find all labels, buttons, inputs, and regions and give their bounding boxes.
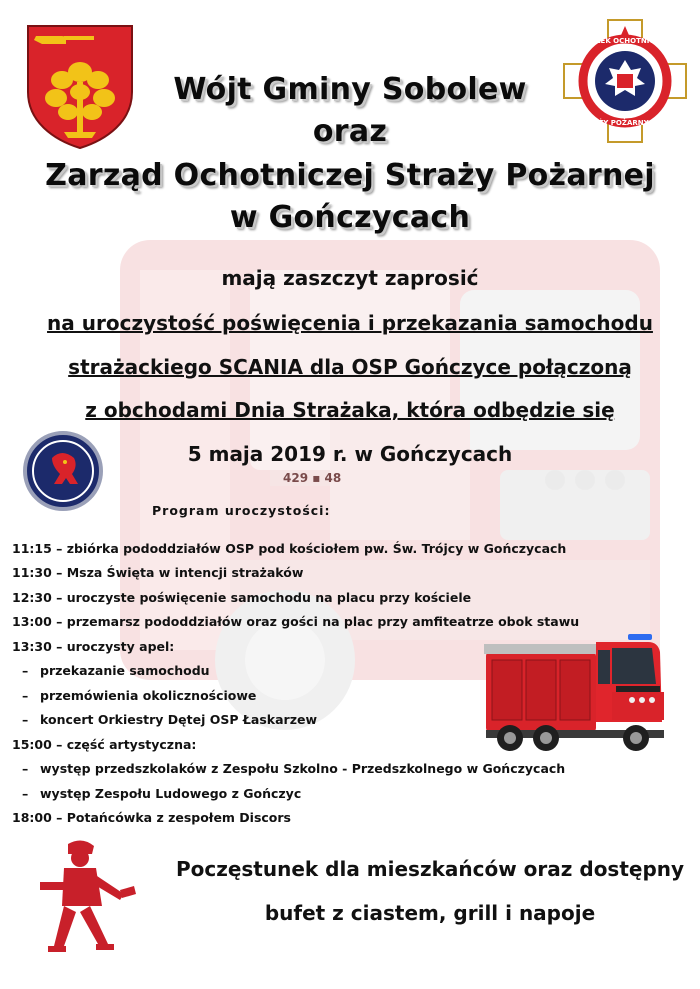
- footer-line-2: bufet z ciastem, grill i napoje: [264, 901, 596, 925]
- schedule-item: 11:15 – zbiórka pododdziałów OSP pod kościołem pw. Św. Trójcy w Gończycach: [12, 541, 567, 556]
- schedule-item: 11:30 – Msza Święta w intencji strażaków: [12, 565, 304, 580]
- schedule-item: 18:00 – Potańcówka z zespołem Discors: [12, 810, 291, 825]
- invitation-line-2: na uroczystość poświęcenia i przekazania samochodu: [47, 311, 653, 335]
- schedule-subitem: – przekazanie samochodu: [22, 663, 210, 678]
- schedule-subitem: – występ Zespołu Ludowego z Gończyc: [22, 786, 302, 801]
- schedule-subitem: – koncert Orkiestry Dętej OSP Łaskarzew: [22, 712, 317, 727]
- schedule-subitem: – przemówienia okolicznościowe: [22, 688, 257, 703]
- emblem-union-text-top: ZWIĄZEK OCHOTNICZYCH: [574, 37, 676, 45]
- invitation-line-3: strażackiego SCANIA dla OSP Gończyce połączoną: [68, 355, 632, 379]
- truck-plate: 429 ▪ 48: [283, 471, 342, 485]
- invitation-line-4: z obchodami Dnia Strażaka, która odbędzie się: [85, 398, 615, 422]
- schedule-item: 15:00 – część artystyczna:: [12, 737, 197, 752]
- program-title: Program uroczystości:: [152, 503, 331, 518]
- header-line-2: oraz: [312, 114, 388, 149]
- fire-truck-photo: [482, 630, 668, 758]
- firefighter-silhouette-icon: [34, 838, 140, 958]
- emblem-union-text-bottom: STRAŻY POŻARNYCH RP: [577, 119, 673, 127]
- header-line-3: Zarząd Ochotniczej Straży Pożarnej: [45, 158, 655, 193]
- header-line-1: Wójt Gminy Sobolew: [173, 72, 527, 107]
- event-date: 5 maja 2019 r. w Gończycach: [187, 442, 513, 466]
- header-line-4: w Gończycach: [229, 200, 471, 235]
- invitation-line-1: mają zaszczyt zaprosić: [221, 266, 479, 290]
- schedule-item: 13:30 – uroczysty apel:: [12, 639, 175, 654]
- footer-line-1: Poczęstunek dla mieszkańców oraz dostępny: [175, 857, 685, 881]
- schedule-subitem: – występ przedszkolaków z Zespołu Szkolno - Przedszkolnego w Gończycach: [22, 761, 566, 776]
- schedule-item: 12:30 – uroczyste poświęcenie samochodu na placu przy kościele: [12, 590, 472, 605]
- schedule-item: 13:00 – przemarsz pododdziałów oraz gości na plac przy amfiteatrze obok stawu: [12, 614, 580, 629]
